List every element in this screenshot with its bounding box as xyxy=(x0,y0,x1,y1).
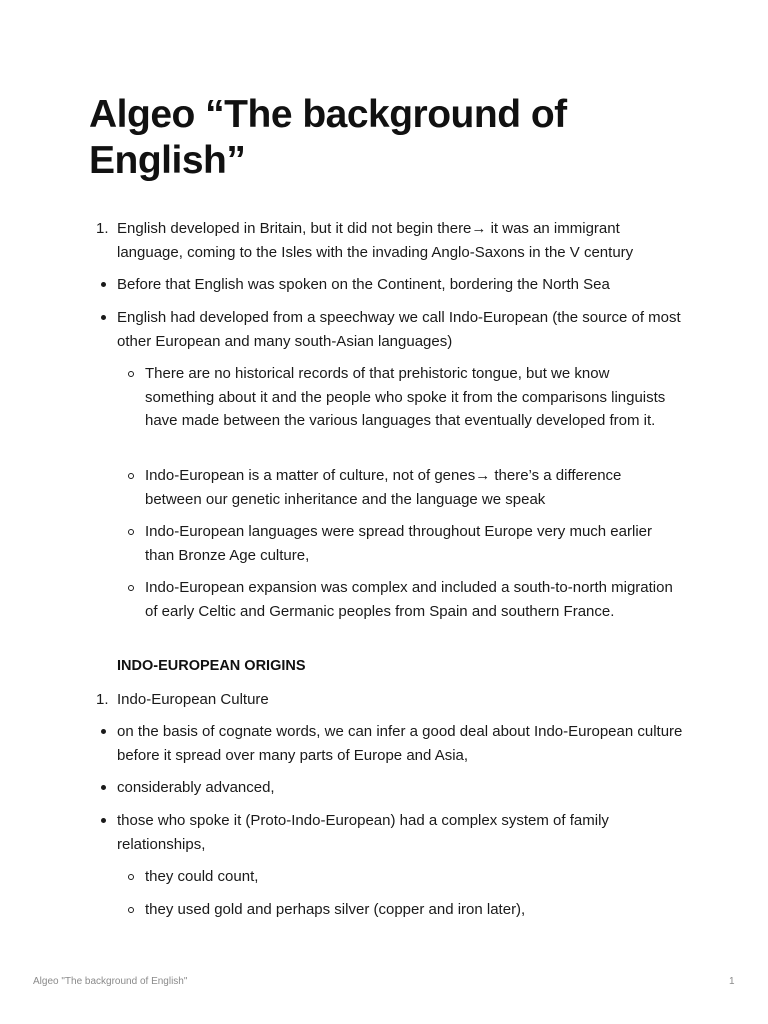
list-number: 1. xyxy=(96,691,109,708)
bullet-icon xyxy=(101,729,106,734)
sub-list-item: they used gold and perhaps silver (copper and iron later), xyxy=(145,901,526,918)
section-heading: INDO-EUROPEAN ORIGINS xyxy=(117,658,306,674)
list-item: on the basis of cognate words, we can infer a good deal about Indo-European culture before it spread over many parts of Europe and Asia, xyxy=(117,723,683,764)
list-item: English had developed from a speechway we call Indo-European (the source of most other European and many south-Asian languages) xyxy=(117,309,681,350)
circle-bullet-icon xyxy=(128,874,134,880)
footer-title: Algeo "The background of English" xyxy=(33,976,188,987)
bullet-icon xyxy=(101,282,106,287)
list-number: 1. xyxy=(96,220,109,237)
sub-list-item: they could count, xyxy=(145,868,259,885)
circle-bullet-icon xyxy=(128,371,134,377)
sub-list-item: There are no historical records of that prehistoric tongue, but we know something about it and the people who spoke it from the comparisons linguists have made between the various languages that eventually developed from it. xyxy=(145,365,666,429)
list-item: English developed in Britain, but it did not begin there→ it was an immigrant language, coming to the Isles with the invading Anglo-Saxons in the V century xyxy=(117,220,634,261)
sub-list-item: Indo-European is a matter of culture, not of genes→ there’s a difference between our genetic inheritance and the language we speak xyxy=(145,467,622,508)
list-item: considerably advanced, xyxy=(117,779,275,796)
list-item: Before that English was spoken on the Continent, bordering the North Sea xyxy=(117,276,610,293)
bullet-icon xyxy=(101,818,106,823)
sub-list-item: Indo-European expansion was complex and included a south-to-north migration of early Celtic and Germanic peoples from Spain and southern France. xyxy=(145,579,673,620)
bullet-icon xyxy=(101,315,106,320)
circle-bullet-icon xyxy=(128,585,134,591)
circle-bullet-icon xyxy=(128,529,134,535)
page-title: Algeo “The background of English” xyxy=(89,93,567,182)
page-number: 1 xyxy=(729,976,735,987)
sub-list-item: Indo-European languages were spread throughout Europe very much earlier than Bronze Age culture, xyxy=(145,523,652,564)
circle-bullet-icon xyxy=(128,907,134,913)
bullet-icon xyxy=(101,785,106,790)
list-item: those who spoke it (Proto-Indo-European) had a complex system of family relationships, xyxy=(117,812,609,853)
circle-bullet-icon xyxy=(128,473,134,479)
list-item: Indo-European Culture xyxy=(117,691,269,708)
